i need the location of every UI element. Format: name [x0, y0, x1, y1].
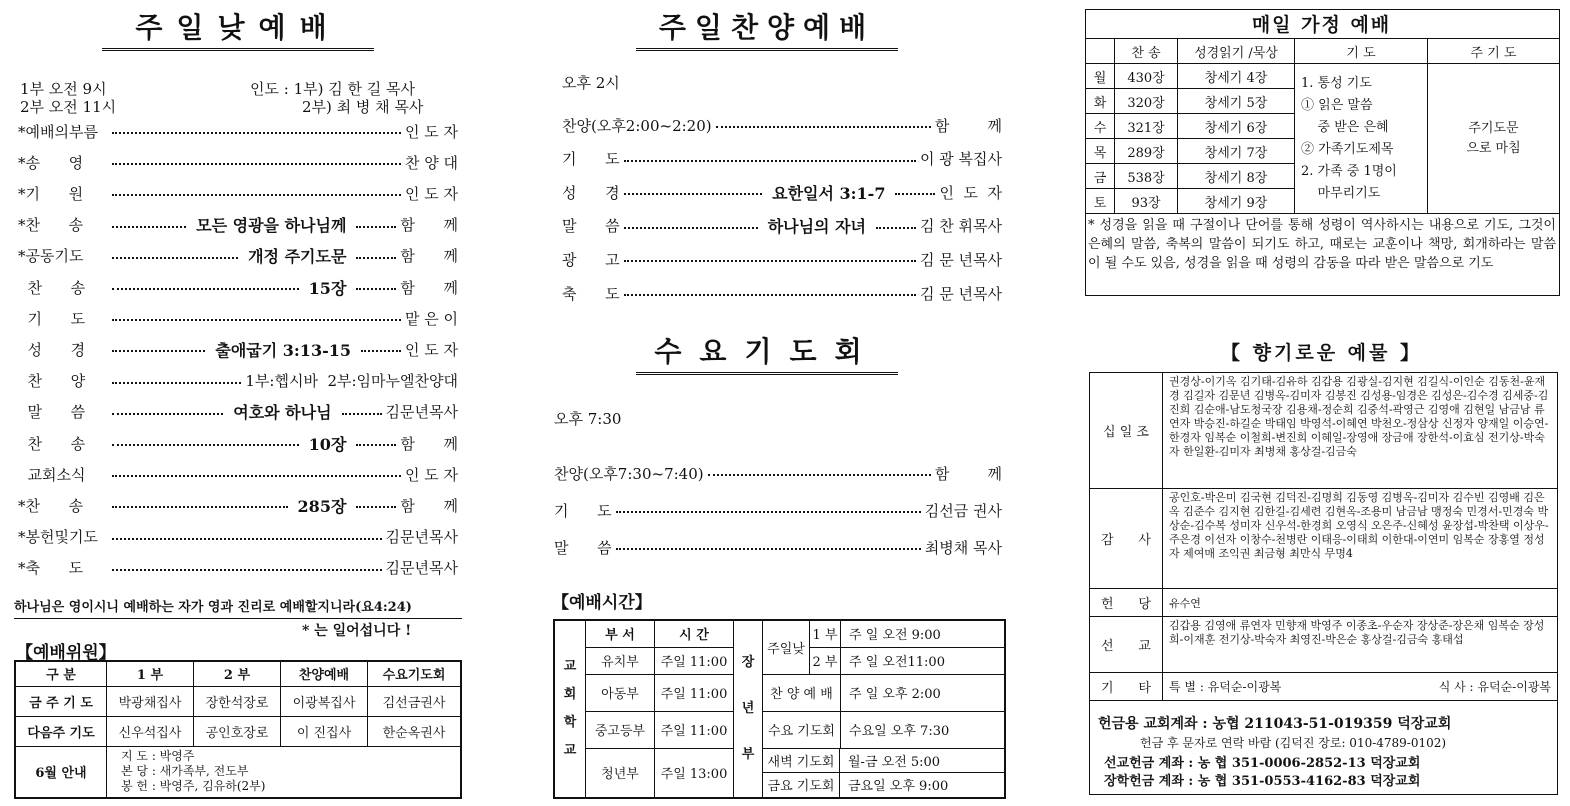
schedule-title: 【예배시간】: [552, 593, 652, 613]
family-worship-title: 매일 가정 예배: [1251, 14, 1392, 36]
order-person: 함 께: [934, 464, 1002, 483]
dot-leader: [361, 350, 401, 352]
order-row: [18, 370, 458, 392]
order-person: 이 광 복집사: [920, 150, 1002, 169]
order-row: [554, 499, 1002, 521]
order-label: 성 경: [562, 183, 620, 202]
order-label: 성 경: [18, 340, 86, 359]
school-time: 주일 11:00: [655, 711, 734, 748]
dot-leader: [112, 506, 288, 508]
family-day: 금: [1086, 164, 1115, 189]
wednesday-time: 오후 7:30: [554, 410, 622, 428]
sunday-time: 주 일 오전11:00: [841, 647, 1006, 674]
order-person: 찬 양 대: [404, 153, 458, 172]
dot-leader: [356, 226, 396, 228]
family-day: 수: [1086, 114, 1115, 139]
dot-leader: [112, 257, 238, 259]
dot-leader: [895, 193, 935, 195]
order-label: 기 도: [554, 501, 612, 520]
order-person: 김 문 년목사: [920, 284, 1002, 303]
school-dept: 청년부: [586, 748, 655, 798]
family-day: 화: [1086, 89, 1115, 114]
family-bible: 창세기 6장: [1178, 114, 1295, 139]
order-label: 말 씀: [562, 217, 620, 236]
dot-leader: [624, 260, 916, 262]
order-content: 하나님의 자녀: [767, 217, 866, 237]
committee-cell: 장한석장로: [194, 686, 281, 716]
order-content: 여호와 하나님: [233, 403, 332, 423]
order-row: [18, 338, 458, 360]
committee-cell: 이 진집사: [281, 716, 368, 746]
order-person: 함 께: [400, 216, 458, 235]
dot-leader: [624, 227, 758, 229]
sunday-time: 주 일 오전 9:00: [841, 620, 1006, 647]
account-scholarship: 장학헌금 계좌 : 농 협 351-0553-4162-83 덕장교회: [1104, 774, 1421, 789]
order-row: [18, 120, 458, 142]
committee-row-label: 다음주 기도: [15, 716, 107, 746]
order-person: 인 도 자: [404, 340, 458, 359]
order-row: [18, 494, 458, 516]
school-time: 주일 11:00: [655, 674, 734, 711]
school-time: 주일 13:00: [655, 748, 734, 798]
order-content: 15장: [308, 278, 347, 298]
committee-title: 【예배위원】: [16, 643, 116, 663]
dot-leader: [624, 294, 916, 296]
order-person: 함 께: [400, 278, 458, 297]
order-row: [18, 151, 458, 173]
family-hymn: 430장: [1115, 64, 1178, 89]
order-person: 함 께: [400, 496, 458, 515]
adult-service: 찬 양 예 배: [763, 674, 841, 711]
dot-leader: [112, 319, 401, 321]
june-line: 봉 헌 : 박영주, 김유하(2부): [121, 779, 266, 794]
order-person: 김 찬 휘목사: [920, 217, 1002, 236]
school-label: 교 회 학 교: [554, 620, 586, 798]
sunday-part: 2 부: [810, 647, 841, 674]
dot-leader: [708, 474, 931, 476]
order-row: [18, 463, 458, 485]
committee-header: 수요기도회: [368, 661, 462, 686]
committee-cell: 김선금권사: [368, 686, 462, 716]
order-content: 요한일서 3:1-7: [772, 183, 886, 203]
family-hymn: 321장: [1115, 114, 1178, 139]
dot-leader: [716, 126, 931, 128]
adult-time: 주 일 오후 2:00: [841, 674, 1006, 711]
family-hymn: 538장: [1115, 164, 1178, 189]
offering-label: 십 일 조: [1090, 373, 1163, 489]
afternoon-worship-title: 주일찬양예배: [636, 6, 898, 51]
dot-leader: [624, 193, 763, 195]
family-header: 찬 송: [1115, 39, 1178, 64]
committee-table: [14, 660, 462, 799]
family-bible: 창세기 8장: [1178, 164, 1295, 189]
dot-leader: [112, 382, 241, 384]
order-label: *송 영: [18, 153, 84, 172]
order-content: 285장: [297, 496, 347, 516]
committee-header: 찬양예배: [281, 661, 368, 686]
adult-time: 금요일 오후 9:00: [848, 779, 949, 795]
dot-leader: [624, 160, 916, 162]
offering-label: 선 교: [1090, 617, 1163, 673]
order-person: 최병채 목사: [924, 538, 1002, 557]
order-person: 김 문 년목사: [920, 250, 1002, 269]
adult-service: 금요 기도회: [763, 773, 840, 797]
order-label: *예배의부름: [18, 122, 98, 141]
order-person: 인 도 자: [404, 184, 458, 203]
order-person: 인 도 자: [404, 465, 458, 484]
schedule-table: [553, 619, 1006, 799]
dot-leader: [356, 257, 396, 259]
service-time-1: 1부 오전 9시: [20, 80, 107, 98]
dot-leader: [112, 132, 401, 134]
family-hymn: 93장: [1115, 189, 1178, 214]
order-label: 찬 양: [18, 372, 86, 391]
verse-text: 하나님은 영이시니 예배하는 자가 영과 진리로 예배할지니라(요4:24): [14, 596, 462, 619]
order-person: 1부:헵시바 2부:임마누엘찬양대: [245, 372, 458, 391]
account-note: 헌금 후 문자로 연락 바람 (김덕진 장로: 010-4789-0102): [1140, 736, 1447, 750]
leader-1: 인도 : 1부) 김 한 길 목사: [250, 80, 415, 98]
order-row: [18, 214, 458, 236]
order-label: *기 원: [18, 184, 84, 203]
order-label: 교회소식: [18, 465, 86, 484]
school-dept: 중고등부: [586, 711, 655, 748]
order-row: [18, 307, 458, 329]
order-row: [562, 114, 1002, 136]
committee-cell: 이광복집사: [281, 686, 368, 716]
dot-leader: [342, 413, 382, 415]
family-bible: 창세기 7장: [1178, 139, 1295, 164]
order-row: [562, 181, 1002, 203]
order-person: 함 께: [934, 116, 1002, 135]
offering-table: [1089, 372, 1558, 701]
order-row: [18, 526, 458, 548]
order-person: 함 께: [400, 434, 458, 453]
dot-leader: [876, 227, 916, 229]
order-label: *공동기도: [18, 247, 84, 266]
offering-special: 특 별 : 유덕순-이광복: [1169, 680, 1282, 694]
dot-leader: [112, 194, 401, 196]
order-person: 함 께: [400, 247, 458, 266]
adult-service: 수요 기도회: [763, 711, 841, 748]
family-bible: 창세기 9장: [1178, 189, 1295, 214]
order-label: *축 도: [18, 559, 84, 578]
dot-leader: [112, 538, 382, 540]
order-row: [18, 432, 458, 454]
order-content: 모든 영광을 하나님께: [196, 216, 347, 236]
dot-leader: [112, 163, 401, 165]
order-label: 광 고: [562, 250, 620, 269]
account-main: 헌금용 교회계좌 : 농협 211043-51-019359 덕장교회: [1098, 716, 1452, 732]
order-person: 인 도 자: [939, 183, 1002, 202]
adult-time: 월-금 오전 5:00: [840, 749, 1005, 773]
order-of-worship: [18, 120, 458, 590]
lords-prayer: 주기도문 으로 마침: [1428, 64, 1560, 214]
dot-leader: [112, 226, 186, 228]
offering-title: 【 향기로운 예물 】: [1221, 342, 1422, 364]
order-row: [18, 557, 458, 579]
family-day: 토: [1086, 189, 1115, 214]
committee-header: 구 분: [15, 661, 107, 686]
committee-cell: 박광채집사: [107, 686, 194, 716]
june-line: 지 도 : 박영주: [121, 749, 195, 764]
stand-note: * 는 일어섭니다 !: [302, 623, 412, 639]
dot-leader: [616, 548, 921, 550]
offering-label: 감 사: [1090, 489, 1163, 589]
family-bible: 창세기 4장: [1178, 64, 1295, 89]
account-mission: 선교헌금 계좌 : 농 협 351-0006-2852-13 덕장교회: [1104, 756, 1421, 771]
school-dept: 아동부: [586, 674, 655, 711]
adult-service: 새벽 기도회: [763, 749, 840, 773]
committee-cell: 공인호장로: [194, 716, 281, 746]
dot-leader: [112, 475, 401, 477]
order-row: [18, 401, 458, 423]
schedule-header: 시 간: [655, 620, 734, 647]
order-label: 찬양(오후2:00~2:20): [562, 116, 712, 135]
order-person: 김문년목사: [385, 528, 458, 547]
committee-row-label: 금 주 기 도: [15, 686, 107, 716]
family-day: 월: [1086, 64, 1115, 89]
order-label: 축 도: [562, 284, 620, 303]
order-person: 김문년목사: [385, 559, 458, 578]
dot-leader: [356, 506, 396, 508]
dot-leader: [112, 413, 223, 415]
order-row: [562, 148, 1002, 170]
order-label: 찬 송: [18, 278, 86, 297]
order-row: [562, 215, 1002, 237]
order-row: [18, 182, 458, 204]
family-prayer: 1. 통성 기도 ① 읽은 말씀 중 받은 은혜 ② 가족기도제목 2. 가족 중 1명이 마무리기도: [1295, 64, 1428, 214]
leader-2: 2부) 최 병 채 목사: [302, 98, 424, 116]
wednesday-prayer-title: 수요기도회: [636, 330, 898, 375]
family-bible: 창세기 5장: [1178, 89, 1295, 114]
june-label: 6월 안내: [15, 746, 107, 798]
schedule-header: 부 서: [586, 620, 655, 647]
offering-names: 김갑용 김영애 류연자 민향재 박영주 이종초-우순자 장상준-장은채 임복순 장성희-이재훈 전기상-박숙자 최영진-박은순 홍상걸-김금숙 홍태섭: [1163, 617, 1558, 673]
order-row: [562, 282, 1002, 304]
adult-time: 수요일 오후 7:30: [841, 711, 1006, 748]
order-row: [554, 536, 1002, 558]
family-header: 주 기 도: [1428, 39, 1560, 64]
wednesday-order: [554, 462, 1002, 572]
order-label: 찬양(오후7:30~7:40): [554, 464, 704, 483]
june-line: 본 당 : 새가족부, 전도부: [121, 764, 249, 779]
page-title-sunday-worship: 주일낮예배: [102, 6, 374, 51]
family-hymn: 320장: [1115, 89, 1178, 114]
order-person: 인 도 자: [404, 122, 458, 141]
order-label: 말 씀: [18, 403, 86, 422]
dot-leader: [356, 444, 396, 446]
school-time: 주일 11:00: [655, 647, 734, 674]
dot-leader: [112, 350, 205, 352]
order-row: [562, 248, 1002, 270]
dot-leader: [616, 511, 921, 513]
family-day: 목: [1086, 139, 1115, 164]
order-person: 김문년목사: [385, 403, 458, 422]
committee-cell: 한순옥권사: [368, 716, 462, 746]
order-label: *찬 송: [18, 496, 84, 515]
dot-leader: [356, 288, 396, 290]
order-person: 김선금 권사: [924, 501, 1002, 520]
order-row: [18, 276, 458, 298]
family-header: 성경읽기 /묵상: [1178, 39, 1295, 64]
family-hymn: 289장: [1115, 139, 1178, 164]
offering-names: 유수연: [1163, 589, 1558, 617]
offering-names: 권경상-이기옥 김기태-김유하 김갑용 김광실-김지현 김길식-이인순 김동천-윤재경 김길자 김문년 김병옥-김미자 김봉진 김성용-임경은 김성은-김수경 김세중-김진희 김순애-남도청국장 김용채-정순희 김중석-곽영근 김영애 김현일 남금남 류연자 박승진-하길순 박태임 박영석-이혜연 박천오-정삼상 신정자 양재일 이승연-한경자 임복순 이철희-변진희 이혜일-장영애 장금애 장한석-이효심 전기상-박숙자 한일환-김미자 최병채 홍상걸-김금숙: [1163, 373, 1558, 489]
sunday-label: 주일낮: [763, 620, 810, 674]
offering-label: 기 타: [1090, 673, 1163, 701]
order-label: 기 도: [562, 150, 620, 169]
family-header: [1086, 39, 1115, 64]
adult-label: 장 년 부: [734, 620, 763, 798]
order-label: *봉헌및기도: [18, 528, 98, 547]
order-content: 10장: [308, 434, 347, 454]
family-note: * 성경을 읽을 때 구절이나 단어를 통해 성령이 역사하시는 내용으로 기도, 그것이 은혜의 말씀, 축복의 말씀이 되기도 하고, 때로는 교훈이나 책망, 회개하라는 말씀이 될 수도 있음, 성경을 읽을 때 성령의 감동을 따라 받은 말씀으로 기도: [1088, 218, 1556, 271]
committee-header: 1 부: [107, 661, 194, 686]
school-dept: 유치부: [586, 647, 655, 674]
afternoon-order: [562, 114, 1002, 314]
committee-header: 2 부: [194, 661, 281, 686]
dot-leader: [112, 444, 299, 446]
order-label: 기 도: [18, 309, 86, 328]
order-label: *찬 송: [18, 216, 84, 235]
committee-cell: 신우석집사: [107, 716, 194, 746]
order-row: [554, 462, 1002, 484]
dot-leader: [112, 288, 299, 290]
service-time-2: 2부 오전 11시: [20, 98, 117, 116]
dot-leader: [112, 569, 382, 571]
offering-meal: 식 사 : 유덕순-이광복: [1438, 680, 1551, 694]
family-header: 기 도: [1295, 39, 1428, 64]
family-worship-table: [1085, 38, 1560, 214]
order-content: 개정 주기도문: [248, 247, 347, 267]
order-row: [18, 245, 458, 267]
order-label: 말 씀: [554, 538, 612, 557]
offering-label: 헌 당: [1090, 589, 1163, 617]
order-person: 맡 은 이: [404, 309, 458, 328]
afternoon-time: 오후 2시: [562, 74, 620, 92]
order-content: 출애굽기 3:13-15: [215, 340, 351, 360]
offering-names: 공인호-박은미 김국현 김덕진-김명희 김동영 김병옥-김미자 김수빈 김영배 김은옥 김준수 김지현 김한길-김세련 김현옥-조용미 남금남 맹정숙 민경서-민경숙 박상순-김수복 성미자 신우석-한경희 오영식 오은주-신혜성 윤장섭-박찬택 이상우-주은경 이선자 이창수-천병란 이태응-이태희 이한대-이연미 임복순 장홍열 정성자 제여매 조익권 최금형 최만식 무명4: [1163, 489, 1558, 589]
order-label: 찬 송: [18, 434, 86, 453]
sunday-part: 1 부: [810, 620, 841, 647]
